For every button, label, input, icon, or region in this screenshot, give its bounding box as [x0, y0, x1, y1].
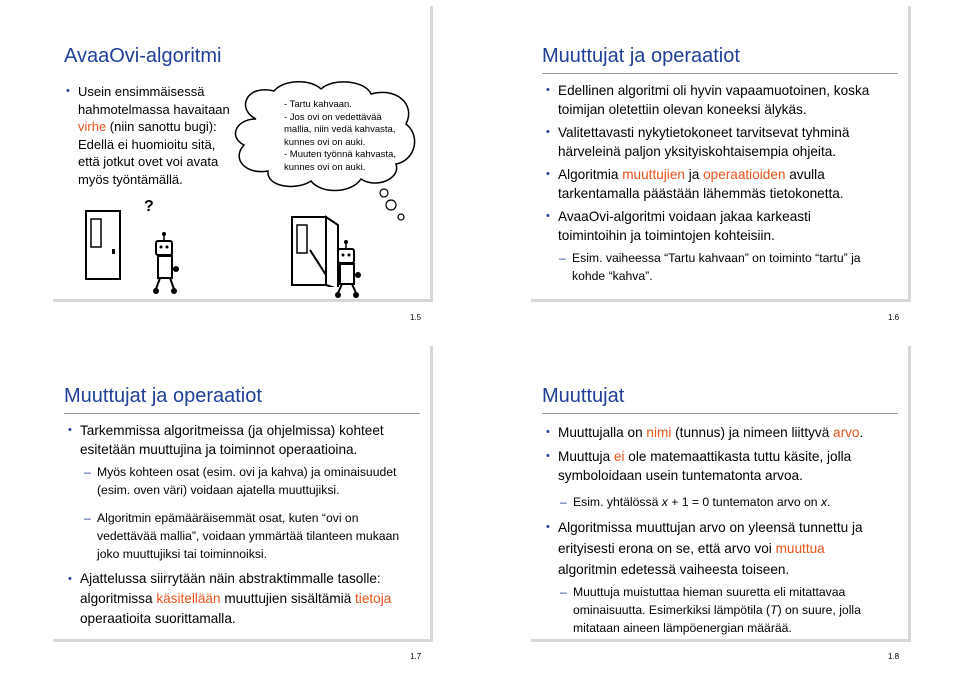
title-divider — [542, 73, 898, 74]
text: + 1 = 0 tuntematon arvo on — [667, 495, 821, 509]
dash-icon: – — [560, 495, 567, 509]
thought-line: mallia, niin vedä kahvasta, — [284, 124, 396, 135]
text-line — [558, 165, 844, 184]
text: (tunnus) ja nimeen liittyvä — [671, 425, 834, 440]
slide-4 — [528, 343, 908, 639]
text-line — [558, 538, 863, 559]
slide-2 — [528, 3, 908, 299]
slide-title: Muuttujat ja operaatiot — [64, 385, 262, 407]
page-number: 1.7 — [410, 652, 422, 661]
text: avulla — [785, 167, 825, 182]
robot-icon — [332, 239, 366, 299]
highlight: muuttujien — [622, 167, 685, 182]
text-line: toimintoihin ja toimintojen kohteisiin. — [558, 228, 775, 243]
text: Muuttuja — [558, 449, 614, 464]
dash-icon: – — [560, 585, 567, 599]
slide-1 — [50, 3, 430, 299]
highlight: tietoja — [355, 591, 392, 606]
title-divider — [64, 413, 420, 414]
dash-icon: – — [559, 251, 566, 265]
sub-bullet — [84, 463, 397, 499]
text: . — [859, 425, 864, 440]
thought-line: - Muuten työnnä kahvasta, — [284, 149, 396, 160]
bullet — [546, 517, 863, 580]
bullet-icon: • — [546, 84, 550, 96]
text-line: Muuttuja muistuttaa hieman suuretta eli mitattavaa — [573, 585, 846, 599]
text: Muuttujalla on — [558, 425, 647, 440]
bullet — [68, 421, 384, 459]
text-line — [573, 601, 861, 619]
bullet — [546, 165, 844, 203]
text-line: algoritmin edetessä vaiheesta toiseen. — [558, 562, 790, 577]
text-line — [558, 447, 851, 466]
bullet-icon: • — [546, 210, 550, 222]
dash-icon: – — [84, 511, 91, 525]
text-line: Algoritmin epämääräisemmät osat, kuten “ovi on — [97, 511, 359, 525]
variable: x — [661, 495, 668, 509]
text: muuttujien sisältämiä — [220, 591, 356, 606]
text-line: esitetään muuttujina ja toiminnot operaatioina. — [80, 442, 358, 457]
slide-3 — [50, 343, 430, 639]
sub-bullet — [560, 583, 861, 637]
bullet — [546, 207, 811, 245]
text-line: Esim. vaiheessa “Tartu kahvaan” on toiminto “tartu” ja — [572, 251, 861, 265]
highlight: virhe — [78, 119, 107, 134]
text: ominaisuutta. Esimerkiksi lämpötila ( — [573, 603, 771, 617]
bullet — [546, 447, 852, 485]
text-line: Ajattelussa siirrytään näin abstraktimmalle tasolle: — [80, 571, 381, 586]
variable: x — [820, 495, 828, 509]
text: ja — [684, 167, 704, 182]
text: Esim. yhtälössä — [573, 495, 662, 509]
text-line — [80, 589, 391, 609]
title-divider — [542, 413, 898, 414]
text-line: vedettävää mallia”, voidaan ymmärtää tilanteen mukaan — [97, 529, 400, 543]
thought-line: kunnes ovi on auki. — [284, 161, 366, 173]
text: Algoritmia — [558, 167, 623, 182]
highlight: käsitellään — [156, 591, 221, 606]
robot-icon — [150, 231, 184, 295]
text-line: (esim. oven väri) voidaan ajatella muuttujiksi. — [97, 483, 340, 497]
sub-bullet — [560, 493, 831, 511]
text-line: myös työntämällä. — [78, 171, 183, 187]
slide-title: Muuttujat ja operaatiot — [542, 45, 740, 67]
bullet-icon: • — [66, 85, 70, 97]
page-number: 1.8 — [888, 652, 900, 661]
text-line: kohde “kahva”. — [572, 269, 653, 283]
highlight: nimi — [646, 425, 672, 440]
text-line: tarkentamalla päästään lähemmäs tietokonetta. — [558, 186, 844, 201]
page-number: 1.5 — [410, 313, 422, 322]
thought-text — [284, 99, 396, 174]
bullet-icon: • — [546, 168, 550, 180]
question-mark: ? — [144, 198, 154, 215]
thought-line: - Tartu kahvaan. — [284, 99, 352, 110]
highlight: muuttua — [775, 541, 825, 556]
thought-line: kunnes ovi on auki. — [284, 136, 366, 148]
text-line: Tarkemmissa algoritmeissa (ja ohjelmissa) kohteet — [80, 423, 384, 438]
text-line: härveleinä paljon yksityiskohtaisempia ohjeita. — [558, 144, 837, 159]
text-line: AvaaOvi-algoritmi voidaan jakaa karkeasti — [558, 209, 811, 224]
text: . — [827, 495, 831, 509]
bullet — [546, 423, 864, 442]
bullet-icon: • — [68, 573, 72, 585]
text-line: Myös kohteen osat (esim. ovi ja kahva) ja ominaisuudet — [97, 465, 397, 479]
slide-title: AvaaOvi-algoritmi — [64, 45, 222, 67]
thought-bubble-icon — [383, 199, 413, 229]
text-line: operaatioita suorittamalla. — [80, 611, 236, 626]
text-line: Algoritmissa muuttujan arvo on yleensä tunnettu ja — [558, 520, 863, 535]
text-line — [573, 493, 830, 511]
thought-line: - Jos ovi on vedettävää — [284, 111, 382, 123]
bullet — [546, 123, 850, 161]
sub-bullet — [559, 249, 861, 285]
text: erityisesti erona on se, että arvo voi — [558, 541, 776, 556]
page-number: 1.6 — [888, 313, 900, 322]
text: ole matemaattikasta tuttu käsite, jolla — [624, 449, 852, 464]
text-line: että jotkut ovet voi avata — [78, 154, 219, 169]
bullet-icon: • — [546, 126, 550, 138]
highlight: operaatioiden — [703, 167, 786, 182]
bullet — [68, 569, 392, 629]
text-line: Edellä ei huomioitu sitä, — [78, 136, 216, 152]
text-line: toimijan oletettiin olevan koneeksi älykäs. — [558, 102, 807, 117]
highlight: ei — [613, 449, 625, 464]
text-line: mitataan aineen lämpöenergian määrää. — [573, 621, 792, 635]
text-line: Usein ensimmäisessä — [78, 84, 205, 99]
sub-bullet — [84, 509, 400, 563]
bullet-icon: • — [546, 450, 550, 462]
bullet-icon: • — [546, 426, 550, 438]
highlight: arvo — [833, 425, 860, 440]
dash-icon: – — [84, 465, 91, 479]
text-line: symboloidaan usein tuntematonta arvoa. — [558, 468, 803, 483]
text-line: Edellinen algoritmi oli hyvin vapaamuotoinen, koska — [558, 83, 870, 98]
bullet-icon: • — [546, 521, 550, 533]
bullet — [546, 81, 870, 119]
text: ) on suure, jolla — [777, 603, 861, 617]
door-icon — [84, 209, 124, 281]
text-line — [558, 423, 863, 442]
text: (niin sanottu bugi): — [106, 119, 217, 134]
text-line: Valitettavasti nykytietokoneet tarvitsevat tyhminä — [558, 125, 850, 140]
text: algoritmissa — [80, 591, 157, 606]
slide-title: Muuttujat — [542, 385, 625, 407]
bullet-icon: • — [68, 424, 72, 436]
text-line: joko muuttujiksi tai toiminnoiksi. — [97, 547, 268, 561]
variable: T — [770, 603, 778, 617]
text-line: hahmotelmassa havaitaan — [78, 101, 230, 117]
